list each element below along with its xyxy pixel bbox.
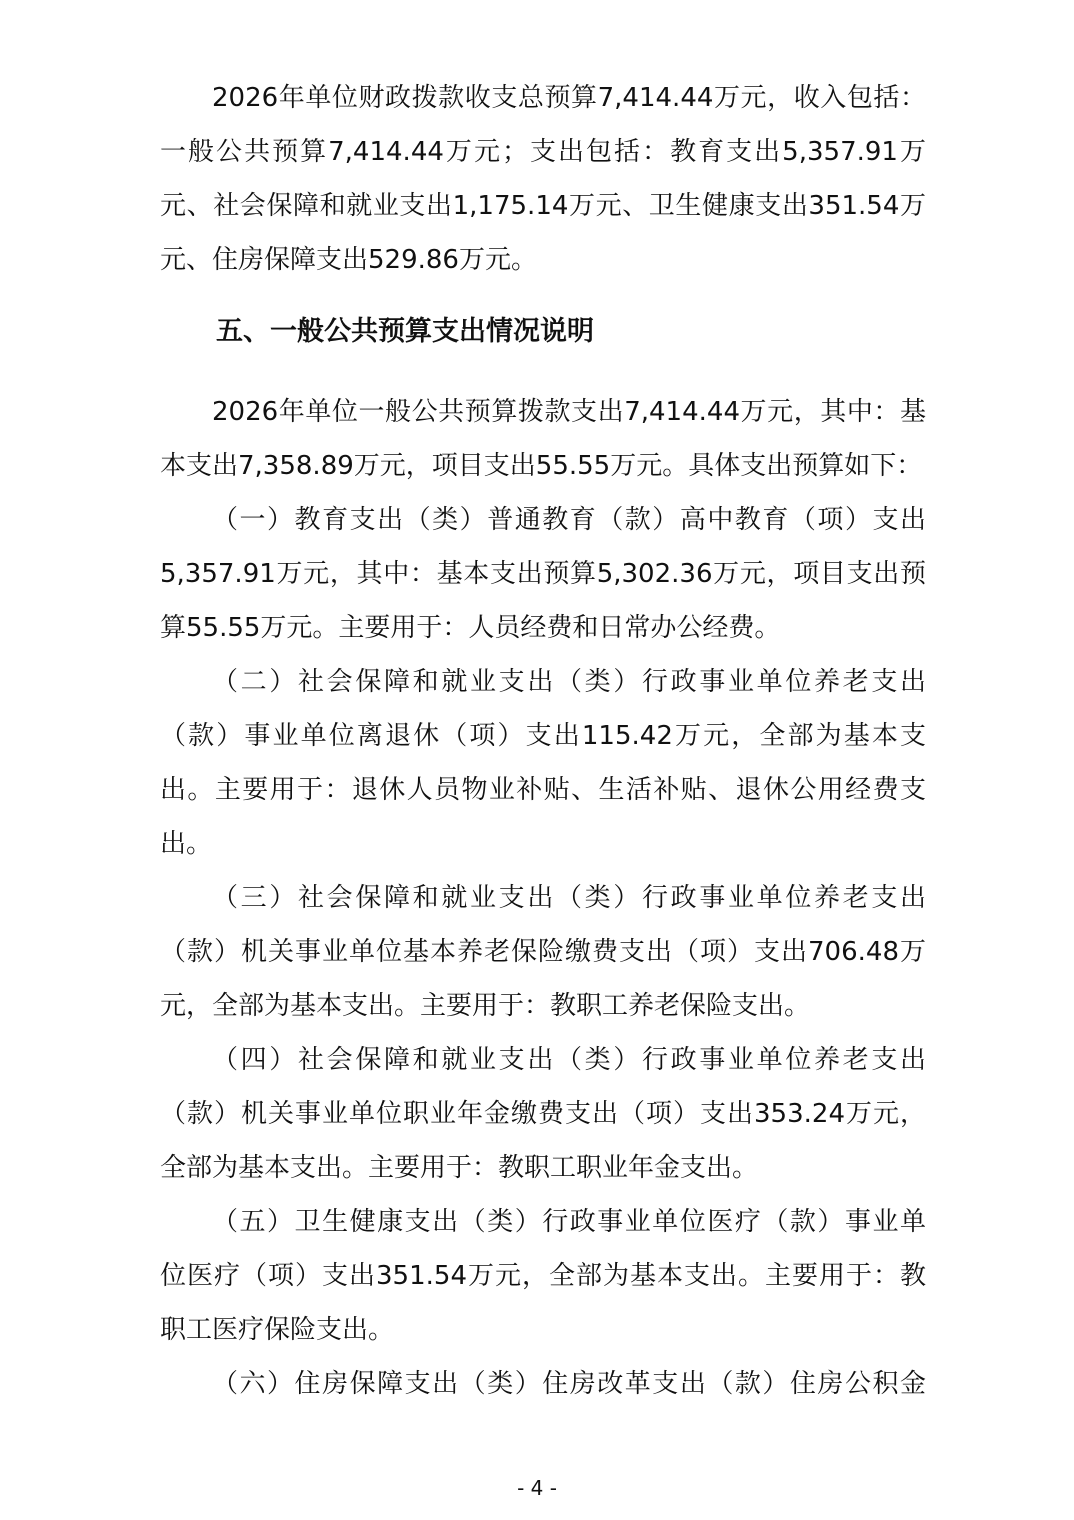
- text-line: 2026年单位一般公共预算拨款支出7,414.44万元，其中：基: [212, 397, 926, 427]
- text-line: 元，全部为基本支出。主要用于：教职工养老保险支出。: [160, 991, 811, 1021]
- paragraph: [160, 1357, 926, 1411]
- text-line: 本支出7,358.89万元，项目支出55.55万元。具体支出预算如下：: [160, 451, 923, 481]
- text-line: （五）卫生健康支出（类）行政事业单位医疗（款）事业单: [212, 1207, 926, 1237]
- text-line: （款）机关事业单位职业年金缴费支出（项）支出353.24万元，: [160, 1099, 926, 1129]
- paragraph: [160, 1195, 926, 1357]
- section-heading: 五、一般公共预算支出情况说明: [216, 316, 594, 347]
- text-line: （三）社会保障和就业支出（类）行政事业单位养老支出: [212, 883, 926, 913]
- page-number: - 4 -: [517, 1476, 557, 1500]
- text-line: 位医疗（项）支出351.54万元，全部为基本支出。主要用于：教: [160, 1261, 926, 1291]
- text-line: 全部为基本支出。主要用于：教职工职业年金支出。: [160, 1153, 759, 1183]
- text-line: 出。主要用于：退休人员物业补贴、生活补贴、退休公用经费支: [160, 775, 926, 805]
- text-line: （四）社会保障和就业支出（类）行政事业单位养老支出: [212, 1045, 926, 1075]
- paragraphs-before: [160, 71, 926, 287]
- paragraph: [160, 871, 926, 1033]
- text-line: （六）住房保障支出（类）住房改革支出（款）住房公积金: [212, 1369, 926, 1399]
- paragraph: [160, 655, 926, 871]
- text-line: 算55.55万元。主要用于：人员经费和日常办公经费。: [160, 613, 781, 643]
- text-line: （款）事业单位离退休（项）支出115.42万元，全部为基本支: [160, 721, 926, 751]
- document-body: [160, 71, 926, 1411]
- text-line: 元、社会保障和就业支出1,175.14万元、卫生健康支出351.54万: [160, 191, 926, 221]
- paragraph: [160, 1033, 926, 1195]
- text-line: 2026年单位财政拨款收支总预算7,414.44万元，收入包括：: [212, 83, 926, 113]
- text-line: （一）教育支出（类）普通教育（款）高中教育（项）支出: [212, 505, 926, 535]
- paragraph: [160, 385, 926, 493]
- paragraph: [160, 71, 926, 287]
- text-line: 元、住房保障支出529.86万元。: [160, 245, 537, 275]
- text-line: 职工医疗保险支出。: [160, 1315, 395, 1345]
- text-line: 5,357.91万元，其中：基本支出预算5,302.36万元，项目支出预: [160, 559, 926, 589]
- text-line: （款）机关事业单位基本养老保险缴费支出（项）支出706.48万: [160, 937, 926, 967]
- text-line: 出。: [160, 829, 213, 859]
- paragraphs-after: [160, 385, 926, 1411]
- text-line: 一般公共预算7,414.44万元；支出包括：教育支出5,357.91万: [160, 137, 926, 167]
- text-line: （二）社会保障和就业支出（类）行政事业单位养老支出: [212, 667, 926, 697]
- paragraph: [160, 493, 926, 655]
